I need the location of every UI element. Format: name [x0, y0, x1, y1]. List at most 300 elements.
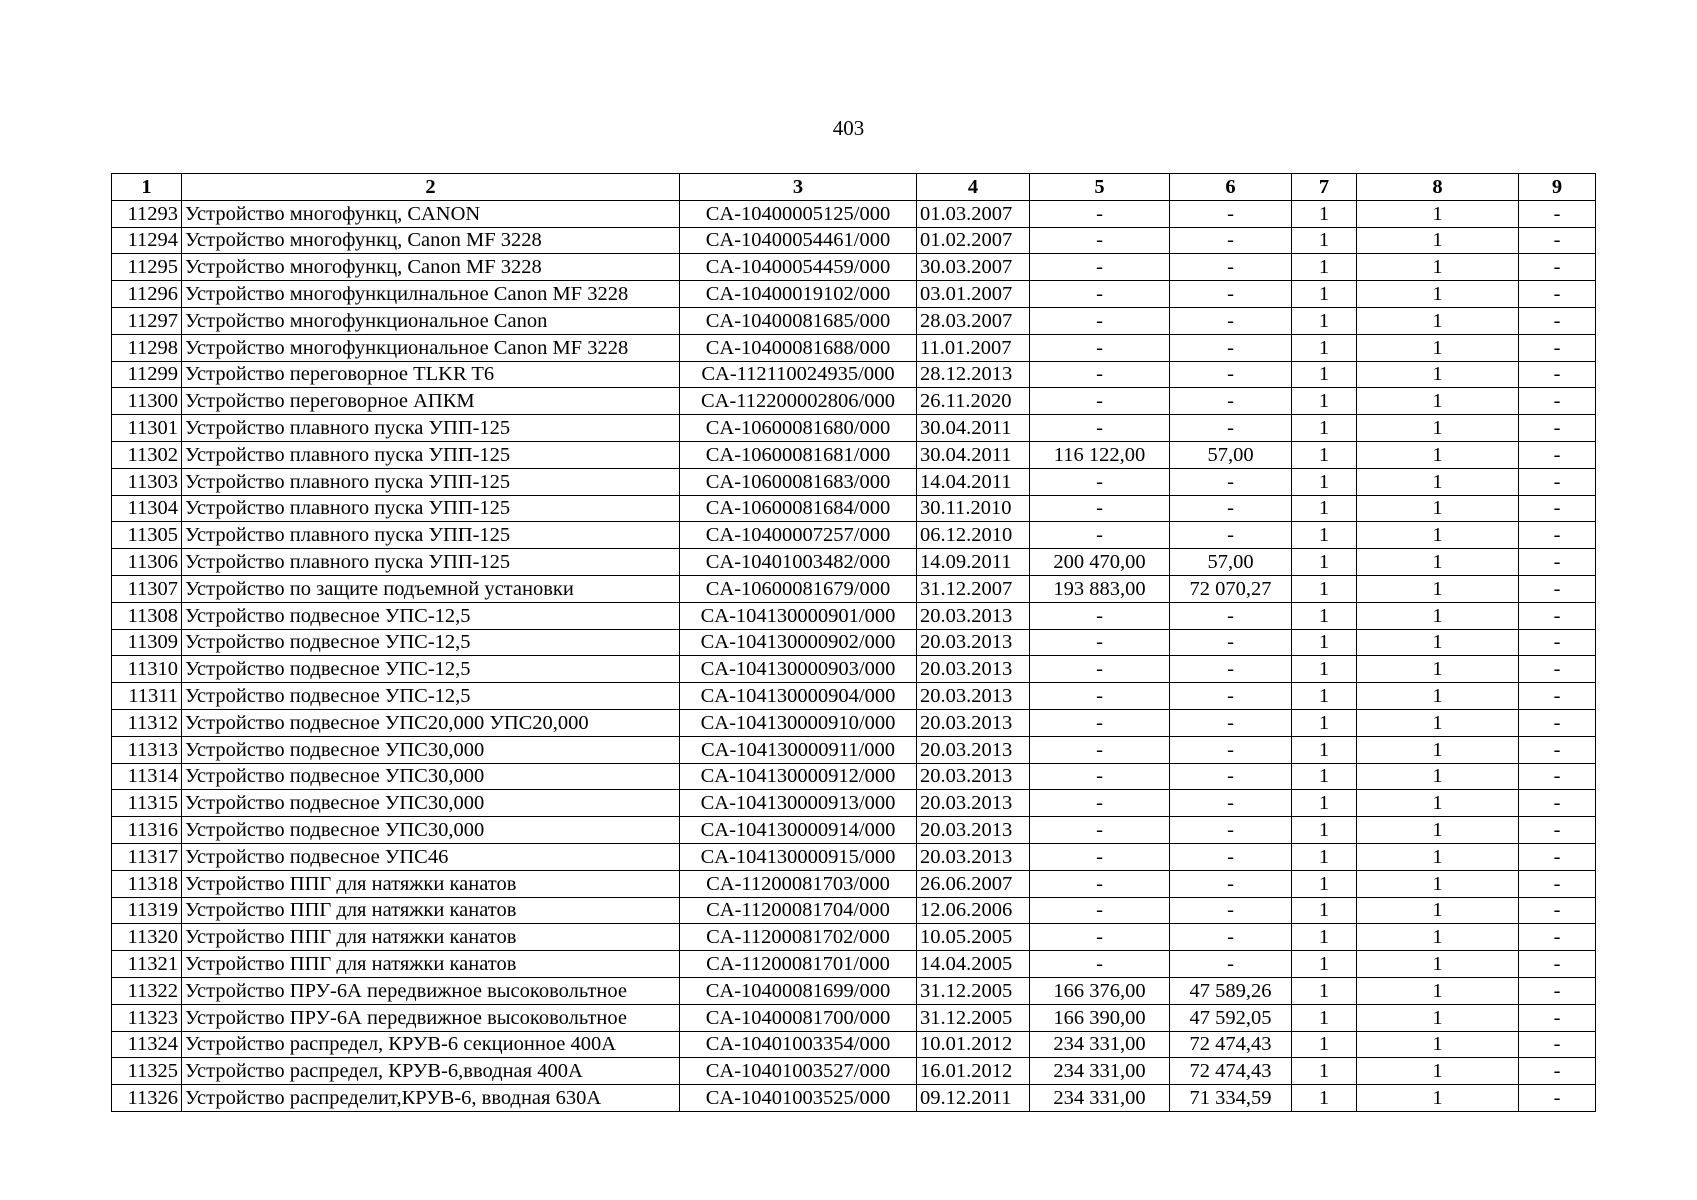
value-col-9-cell: - — [1519, 1031, 1596, 1058]
value-col-9-cell: - — [1519, 656, 1596, 683]
table-row — [112, 361, 1596, 388]
value-col-5-cell: - — [1030, 817, 1170, 844]
value-col-6-cell: - — [1170, 254, 1292, 281]
date-cell: 14.09.2011 — [917, 549, 1030, 576]
inventory-code-cell: CA-10400019102/000 — [680, 281, 917, 308]
value-col-5-cell: - — [1030, 709, 1170, 736]
value-col-8-cell: 1 — [1357, 1085, 1519, 1112]
value-col-5-cell: - — [1030, 629, 1170, 656]
inventory-code-cell: CA-104130000913/000 — [680, 790, 917, 817]
item-name-cell: Устройство ППГ для натяжки канатов — [182, 951, 680, 978]
table-row — [112, 924, 1596, 951]
value-col-5-cell: - — [1030, 495, 1170, 522]
value-col-9-cell: - — [1519, 522, 1596, 549]
row-number-cell: 11312 — [112, 709, 182, 736]
row-number-cell: 11315 — [112, 790, 182, 817]
value-col-8-cell: 1 — [1357, 817, 1519, 844]
table-row — [112, 200, 1596, 227]
inventory-code-cell: CA-10400007257/000 — [680, 522, 917, 549]
value-col-7-cell: 1 — [1292, 1031, 1357, 1058]
inventory-code-cell: CA-11200081704/000 — [680, 897, 917, 924]
value-col-6-cell: - — [1170, 763, 1292, 790]
table-row — [112, 575, 1596, 602]
value-col-7-cell: 1 — [1292, 683, 1357, 710]
inventory-code-cell: CA-11200081703/000 — [680, 870, 917, 897]
value-col-7-cell: 1 — [1292, 817, 1357, 844]
date-cell: 20.03.2013 — [917, 656, 1030, 683]
value-col-5-cell: - — [1030, 951, 1170, 978]
inventory-code-cell: CA-104130000915/000 — [680, 843, 917, 870]
row-number-cell: 11297 — [112, 307, 182, 334]
date-cell: 16.01.2012 — [917, 1058, 1030, 1085]
row-number-cell: 11310 — [112, 656, 182, 683]
value-col-7-cell: 1 — [1292, 1004, 1357, 1031]
value-col-7-cell: 1 — [1292, 575, 1357, 602]
value-col-6-cell: 72 070,27 — [1170, 575, 1292, 602]
row-number-cell: 11318 — [112, 870, 182, 897]
date-cell: 20.03.2013 — [917, 763, 1030, 790]
value-col-7-cell: 1 — [1292, 763, 1357, 790]
date-cell: 06.12.2010 — [917, 522, 1030, 549]
value-col-5-cell: - — [1030, 468, 1170, 495]
item-name-cell: Устройство переговорное TLKR T6 — [182, 361, 680, 388]
value-col-8-cell: 1 — [1357, 683, 1519, 710]
value-col-8-cell: 1 — [1357, 870, 1519, 897]
date-cell: 03.01.2007 — [917, 281, 1030, 308]
inventory-code-cell: CA-10600081684/000 — [680, 495, 917, 522]
value-col-8-cell: 1 — [1357, 254, 1519, 281]
table-row — [112, 817, 1596, 844]
value-col-6-cell: - — [1170, 468, 1292, 495]
value-col-9-cell: - — [1519, 897, 1596, 924]
column-header-1: 1 — [112, 174, 182, 201]
value-col-5-cell: - — [1030, 361, 1170, 388]
value-col-9-cell: - — [1519, 924, 1596, 951]
table-row — [112, 1004, 1596, 1031]
row-number-cell: 11314 — [112, 763, 182, 790]
table-row — [112, 495, 1596, 522]
value-col-7-cell: 1 — [1292, 254, 1357, 281]
row-number-cell: 11306 — [112, 549, 182, 576]
row-number-cell: 11311 — [112, 683, 182, 710]
value-col-6-cell: - — [1170, 656, 1292, 683]
value-col-8-cell: 1 — [1357, 790, 1519, 817]
value-col-7-cell: 1 — [1292, 468, 1357, 495]
date-cell: 10.01.2012 — [917, 1031, 1030, 1058]
value-col-5-cell: - — [1030, 870, 1170, 897]
date-cell: 26.06.2007 — [917, 870, 1030, 897]
date-cell: 09.12.2011 — [917, 1085, 1030, 1112]
value-col-8-cell: 1 — [1357, 1004, 1519, 1031]
value-col-9-cell: - — [1519, 468, 1596, 495]
value-col-6-cell: 71 334,59 — [1170, 1085, 1292, 1112]
value-col-6-cell: - — [1170, 629, 1292, 656]
date-cell: 11.01.2007 — [917, 334, 1030, 361]
row-number-cell: 11303 — [112, 468, 182, 495]
value-col-7-cell: 1 — [1292, 951, 1357, 978]
value-col-7-cell: 1 — [1292, 897, 1357, 924]
value-col-9-cell: - — [1519, 870, 1596, 897]
value-col-8-cell: 1 — [1357, 495, 1519, 522]
row-number-cell: 11298 — [112, 334, 182, 361]
row-number-cell: 11293 — [112, 200, 182, 227]
value-col-8-cell: 1 — [1357, 843, 1519, 870]
row-number-cell: 11313 — [112, 736, 182, 763]
date-cell: 30.03.2007 — [917, 254, 1030, 281]
value-col-8-cell: 1 — [1357, 522, 1519, 549]
value-col-8-cell: 1 — [1357, 468, 1519, 495]
item-name-cell: Устройство плавного пуска УПП-125 — [182, 549, 680, 576]
value-col-7-cell: 1 — [1292, 736, 1357, 763]
item-name-cell: Устройство подвесное УПС-12,5 — [182, 656, 680, 683]
row-number-cell: 11300 — [112, 388, 182, 415]
date-cell: 31.12.2005 — [917, 1004, 1030, 1031]
item-name-cell: Устройство по защите подъемной установки — [182, 575, 680, 602]
value-col-8-cell: 1 — [1357, 549, 1519, 576]
row-number-cell: 11320 — [112, 924, 182, 951]
item-name-cell: Устройство ПРУ-6А передвижное высоковольтное — [182, 977, 680, 1004]
value-col-9-cell: - — [1519, 1085, 1596, 1112]
value-col-8-cell: 1 — [1357, 281, 1519, 308]
value-col-8-cell: 1 — [1357, 1058, 1519, 1085]
row-number-cell: 11316 — [112, 817, 182, 844]
date-cell: 20.03.2013 — [917, 629, 1030, 656]
date-cell: 31.12.2007 — [917, 575, 1030, 602]
value-col-7-cell: 1 — [1292, 549, 1357, 576]
inventory-code-cell: CA-10401003525/000 — [680, 1085, 917, 1112]
value-col-9-cell: - — [1519, 843, 1596, 870]
date-cell: 20.03.2013 — [917, 683, 1030, 710]
table-row — [112, 307, 1596, 334]
row-number-cell: 11309 — [112, 629, 182, 656]
value-col-5-cell: 193 883,00 — [1030, 575, 1170, 602]
value-col-7-cell: 1 — [1292, 1058, 1357, 1085]
value-col-5-cell: - — [1030, 307, 1170, 334]
row-number-cell: 11308 — [112, 602, 182, 629]
value-col-6-cell: - — [1170, 281, 1292, 308]
row-number-cell: 11301 — [112, 415, 182, 442]
inventory-code-cell: CA-10401003482/000 — [680, 549, 917, 576]
inventory-code-cell: CA-10600081683/000 — [680, 468, 917, 495]
row-number-cell: 11296 — [112, 281, 182, 308]
table-row — [112, 977, 1596, 1004]
value-col-9-cell: - — [1519, 415, 1596, 442]
value-col-6-cell: - — [1170, 361, 1292, 388]
item-name-cell: Устройство ППГ для натяжки канатов — [182, 870, 680, 897]
inventory-code-cell: CA-104130000903/000 — [680, 656, 917, 683]
table-row — [112, 1031, 1596, 1058]
table-row — [112, 870, 1596, 897]
value-col-7-cell: 1 — [1292, 924, 1357, 951]
value-col-8-cell: 1 — [1357, 951, 1519, 978]
table-row — [112, 549, 1596, 576]
value-col-9-cell: - — [1519, 709, 1596, 736]
value-col-9-cell: - — [1519, 951, 1596, 978]
row-number-cell: 11307 — [112, 575, 182, 602]
item-name-cell: Устройство ППГ для натяжки канатов — [182, 924, 680, 951]
value-col-6-cell: - — [1170, 790, 1292, 817]
item-name-cell: Устройство многофункц, Canon MF 3228 — [182, 227, 680, 254]
item-name-cell: Устройство распредел, КРУВ-6 секционное 400А — [182, 1031, 680, 1058]
item-name-cell: Устройство плавного пуска УПП-125 — [182, 441, 680, 468]
value-col-6-cell: - — [1170, 200, 1292, 227]
value-col-5-cell: - — [1030, 736, 1170, 763]
value-col-7-cell: 1 — [1292, 790, 1357, 817]
item-name-cell: Устройство подвесное УПС30,000 — [182, 817, 680, 844]
row-number-cell: 11294 — [112, 227, 182, 254]
inventory-code-cell: CA-10400081685/000 — [680, 307, 917, 334]
table-row — [112, 897, 1596, 924]
inventory-code-cell: CA-104130000901/000 — [680, 602, 917, 629]
item-name-cell: Устройство плавного пуска УПП-125 — [182, 468, 680, 495]
item-name-cell: Устройство многофункциональное Canon MF 3228 — [182, 334, 680, 361]
date-cell: 26.11.2020 — [917, 388, 1030, 415]
row-number-cell: 11326 — [112, 1085, 182, 1112]
value-col-6-cell: 47 592,05 — [1170, 1004, 1292, 1031]
item-name-cell: Устройство многофункцилнальное Canon MF 3228 — [182, 281, 680, 308]
column-header-5: 5 — [1030, 174, 1170, 201]
value-col-5-cell: - — [1030, 656, 1170, 683]
table-row — [112, 441, 1596, 468]
value-col-6-cell: - — [1170, 897, 1292, 924]
table-row — [112, 254, 1596, 281]
date-cell: 14.04.2005 — [917, 951, 1030, 978]
value-col-8-cell: 1 — [1357, 1031, 1519, 1058]
inventory-code-cell: CA-10400081688/000 — [680, 334, 917, 361]
value-col-6-cell: - — [1170, 817, 1292, 844]
table-row — [112, 1085, 1596, 1112]
row-number-cell: 11317 — [112, 843, 182, 870]
item-name-cell: Устройство плавного пуска УПП-125 — [182, 522, 680, 549]
value-col-6-cell: - — [1170, 843, 1292, 870]
inventory-code-cell: CA-10401003527/000 — [680, 1058, 917, 1085]
table-row — [112, 763, 1596, 790]
value-col-9-cell: - — [1519, 629, 1596, 656]
column-header-8: 8 — [1357, 174, 1519, 201]
item-name-cell: Устройство подвесное УПС-12,5 — [182, 683, 680, 710]
item-name-cell: Устройство подвесное УПС-12,5 — [182, 629, 680, 656]
row-number-cell: 11324 — [112, 1031, 182, 1058]
value-col-5-cell: - — [1030, 254, 1170, 281]
inventory-code-cell: CA-104130000911/000 — [680, 736, 917, 763]
value-col-5-cell: 234 331,00 — [1030, 1085, 1170, 1112]
value-col-6-cell: - — [1170, 307, 1292, 334]
value-col-5-cell: 234 331,00 — [1030, 1031, 1170, 1058]
inventory-code-cell: CA-112200002806/000 — [680, 388, 917, 415]
value-col-5-cell: - — [1030, 897, 1170, 924]
table-row — [112, 415, 1596, 442]
row-number-cell: 11295 — [112, 254, 182, 281]
value-col-5-cell: - — [1030, 683, 1170, 710]
value-col-6-cell: - — [1170, 870, 1292, 897]
value-col-5-cell: - — [1030, 602, 1170, 629]
table-row — [112, 843, 1596, 870]
value-col-5-cell: - — [1030, 924, 1170, 951]
value-col-8-cell: 1 — [1357, 924, 1519, 951]
item-name-cell: Устройство подвесное УПС-12,5 — [182, 602, 680, 629]
item-name-cell: Устройство переговорное АПКМ — [182, 388, 680, 415]
inventory-code-cell: CA-10400054459/000 — [680, 254, 917, 281]
value-col-5-cell: - — [1030, 281, 1170, 308]
inventory-code-cell: CA-104130000912/000 — [680, 763, 917, 790]
value-col-8-cell: 1 — [1357, 334, 1519, 361]
inventory-code-cell: CA-104130000902/000 — [680, 629, 917, 656]
value-col-8-cell: 1 — [1357, 736, 1519, 763]
inventory-code-cell: CA-10400054461/000 — [680, 227, 917, 254]
inventory-code-cell: CA-10400081699/000 — [680, 977, 917, 1004]
inventory-code-cell: CA-10600081681/000 — [680, 441, 917, 468]
value-col-7-cell: 1 — [1292, 281, 1357, 308]
value-col-9-cell: - — [1519, 790, 1596, 817]
value-col-9-cell: - — [1519, 1058, 1596, 1085]
value-col-9-cell: - — [1519, 977, 1596, 1004]
date-cell: 12.06.2006 — [917, 897, 1030, 924]
value-col-9-cell: - — [1519, 602, 1596, 629]
value-col-8-cell: 1 — [1357, 709, 1519, 736]
value-col-9-cell: - — [1519, 736, 1596, 763]
value-col-9-cell: - — [1519, 441, 1596, 468]
value-col-5-cell: - — [1030, 763, 1170, 790]
value-col-7-cell: 1 — [1292, 629, 1357, 656]
table-row — [112, 790, 1596, 817]
value-col-8-cell: 1 — [1357, 602, 1519, 629]
value-col-9-cell: - — [1519, 817, 1596, 844]
item-name-cell: Устройство ППГ для натяжки канатов — [182, 897, 680, 924]
column-header-2: 2 — [182, 174, 680, 201]
inventory-code-cell: CA-10600081680/000 — [680, 415, 917, 442]
inventory-code-cell: CA-104130000910/000 — [680, 709, 917, 736]
value-col-8-cell: 1 — [1357, 575, 1519, 602]
value-col-8-cell: 1 — [1357, 441, 1519, 468]
value-col-9-cell: - — [1519, 200, 1596, 227]
value-col-6-cell: 72 474,43 — [1170, 1058, 1292, 1085]
table-body — [112, 200, 1596, 1111]
table-row — [112, 602, 1596, 629]
row-number-cell: 11325 — [112, 1058, 182, 1085]
value-col-5-cell: - — [1030, 200, 1170, 227]
row-number-cell: 11299 — [112, 361, 182, 388]
date-cell: 01.02.2007 — [917, 227, 1030, 254]
table-row — [112, 227, 1596, 254]
value-col-5-cell: - — [1030, 227, 1170, 254]
inventory-code-cell: CA-10600081679/000 — [680, 575, 917, 602]
item-name-cell: Устройство подвесное УПС20,000 УПС20,000 — [182, 709, 680, 736]
inventory-code-cell: CA-10401003354/000 — [680, 1031, 917, 1058]
inventory-code-cell: CA-104130000914/000 — [680, 817, 917, 844]
value-col-6-cell: - — [1170, 951, 1292, 978]
date-cell: 20.03.2013 — [917, 602, 1030, 629]
date-cell: 20.03.2013 — [917, 709, 1030, 736]
value-col-5-cell: 116 122,00 — [1030, 441, 1170, 468]
inventory-code-cell: CA-112110024935/000 — [680, 361, 917, 388]
row-number-cell: 11319 — [112, 897, 182, 924]
table-row — [112, 656, 1596, 683]
value-col-7-cell: 1 — [1292, 334, 1357, 361]
table-row — [112, 683, 1596, 710]
value-col-6-cell: 47 589,26 — [1170, 977, 1292, 1004]
row-number-cell: 11321 — [112, 951, 182, 978]
value-col-8-cell: 1 — [1357, 897, 1519, 924]
item-name-cell: Устройство многофункц, CANON — [182, 200, 680, 227]
value-col-5-cell: - — [1030, 522, 1170, 549]
value-col-6-cell: - — [1170, 227, 1292, 254]
column-header-6: 6 — [1170, 174, 1292, 201]
value-col-7-cell: 1 — [1292, 441, 1357, 468]
value-col-9-cell: - — [1519, 388, 1596, 415]
date-cell: 10.05.2005 — [917, 924, 1030, 951]
value-col-7-cell: 1 — [1292, 870, 1357, 897]
value-col-6-cell: - — [1170, 415, 1292, 442]
inventory-code-cell: CA-10400081700/000 — [680, 1004, 917, 1031]
table-row — [112, 281, 1596, 308]
value-col-8-cell: 1 — [1357, 361, 1519, 388]
item-name-cell: Устройство плавного пуска УПП-125 — [182, 415, 680, 442]
value-col-8-cell: 1 — [1357, 629, 1519, 656]
value-col-5-cell: - — [1030, 843, 1170, 870]
row-number-cell: 11304 — [112, 495, 182, 522]
page-number: 403 — [832, 116, 865, 140]
value-col-6-cell: - — [1170, 334, 1292, 361]
value-col-9-cell: - — [1519, 281, 1596, 308]
value-col-6-cell: - — [1170, 388, 1292, 415]
value-col-7-cell: 1 — [1292, 415, 1357, 442]
date-cell: 30.11.2010 — [917, 495, 1030, 522]
value-col-8-cell: 1 — [1357, 977, 1519, 1004]
value-col-9-cell: - — [1519, 495, 1596, 522]
value-col-8-cell: 1 — [1357, 415, 1519, 442]
table-row — [112, 629, 1596, 656]
value-col-6-cell: - — [1170, 495, 1292, 522]
value-col-7-cell: 1 — [1292, 495, 1357, 522]
value-col-8-cell: 1 — [1357, 307, 1519, 334]
value-col-6-cell: - — [1170, 602, 1292, 629]
value-col-5-cell: 234 331,00 — [1030, 1058, 1170, 1085]
value-col-9-cell: - — [1519, 575, 1596, 602]
row-number-cell: 11302 — [112, 441, 182, 468]
value-col-7-cell: 1 — [1292, 307, 1357, 334]
value-col-9-cell: - — [1519, 307, 1596, 334]
table-row — [112, 709, 1596, 736]
value-col-7-cell: 1 — [1292, 1085, 1357, 1112]
column-header-3: 3 — [680, 174, 917, 201]
table-row — [112, 468, 1596, 495]
value-col-7-cell: 1 — [1292, 656, 1357, 683]
value-col-9-cell: - — [1519, 763, 1596, 790]
value-col-6-cell: - — [1170, 736, 1292, 763]
value-col-7-cell: 1 — [1292, 200, 1357, 227]
inventory-code-cell: CA-11200081702/000 — [680, 924, 917, 951]
date-cell: 28.03.2007 — [917, 307, 1030, 334]
item-name-cell: Устройство подвесное УПС30,000 — [182, 763, 680, 790]
value-col-9-cell: - — [1519, 683, 1596, 710]
inventory-code-cell: CA-11200081701/000 — [680, 951, 917, 978]
column-header-7: 7 — [1292, 174, 1357, 201]
date-cell: 14.04.2011 — [917, 468, 1030, 495]
value-col-8-cell: 1 — [1357, 388, 1519, 415]
item-name-cell: Устройство ПРУ-6А передвижное высоковольтное — [182, 1004, 680, 1031]
item-name-cell: Устройство подвесное УПС30,000 — [182, 736, 680, 763]
date-cell: 20.03.2013 — [917, 843, 1030, 870]
date-cell: 20.03.2013 — [917, 736, 1030, 763]
value-col-6-cell: - — [1170, 522, 1292, 549]
inventory-table — [111, 173, 1596, 1112]
row-number-cell: 11322 — [112, 977, 182, 1004]
table-row — [112, 1058, 1596, 1085]
table-row — [112, 522, 1596, 549]
item-name-cell: Устройство распределит,КРУВ-6, вводная 630А — [182, 1085, 680, 1112]
item-name-cell: Устройство многофункциональное Canon — [182, 307, 680, 334]
value-col-7-cell: 1 — [1292, 388, 1357, 415]
